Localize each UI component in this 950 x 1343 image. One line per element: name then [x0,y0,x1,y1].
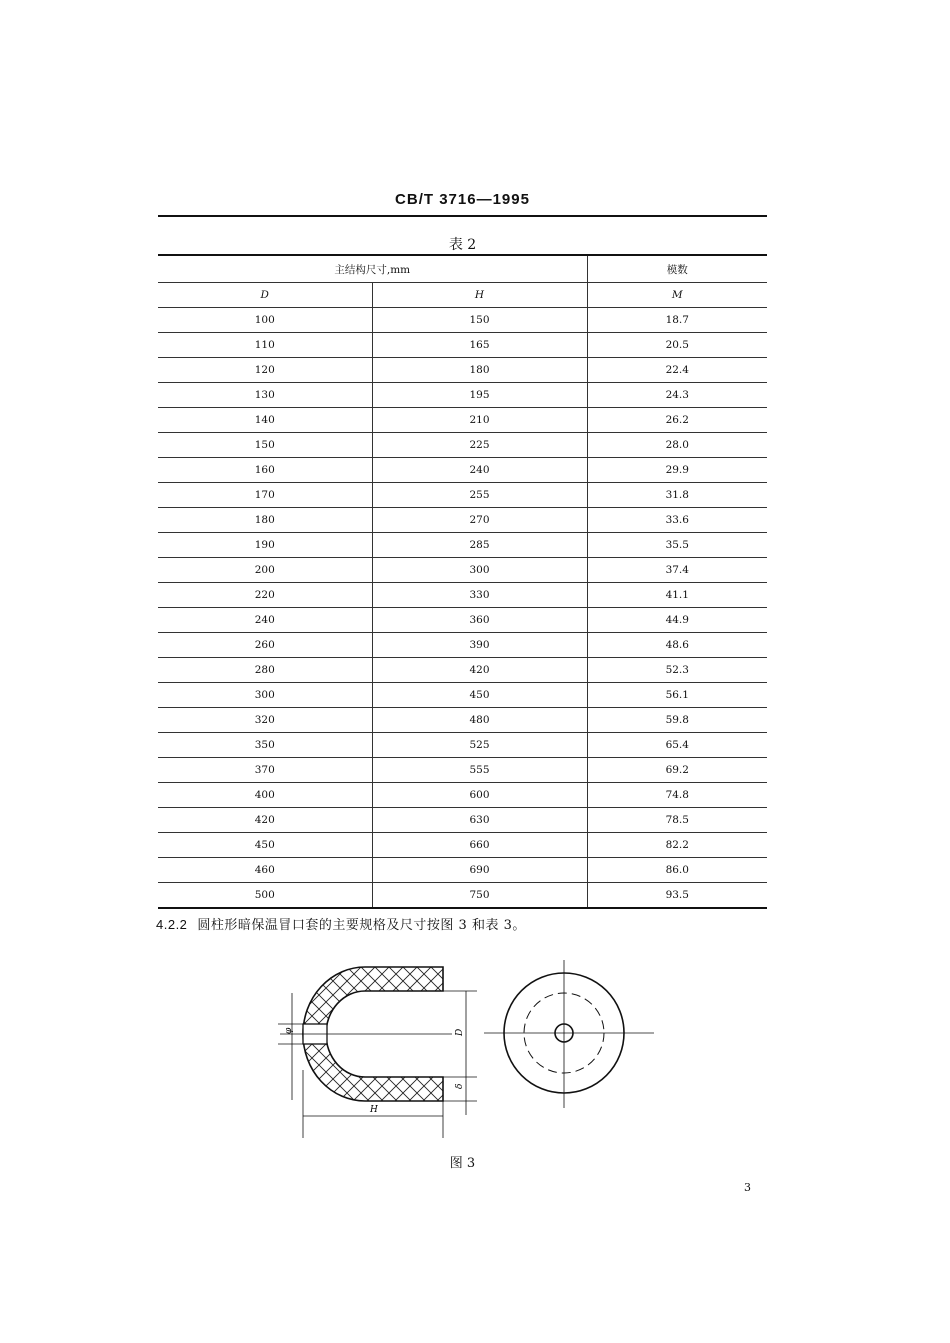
table-row [158,558,767,583]
table-row [158,783,767,808]
cell-h: 330 [372,583,587,608]
cell-m: 31.8 [587,483,767,508]
cell-d: 350 [158,733,372,758]
cell-d: 180 [158,508,372,533]
cell-m: 24.3 [587,383,767,408]
cell-d: 320 [158,708,372,733]
table-caption: 表 2 [448,237,477,253]
riser-sleeve-drawing [270,960,670,1150]
cell-h: 180 [372,358,587,383]
cell-h: 450 [372,683,587,708]
table-row [158,608,767,633]
cell-d: 170 [158,483,372,508]
cell-h: 600 [372,783,587,808]
cell-d: 450 [158,833,372,858]
cell-h: 270 [372,508,587,533]
cell-m: 82.2 [587,833,767,858]
cell-m: 41.1 [587,583,767,608]
table-row [158,658,767,683]
table-row [158,883,767,909]
cell-h: 255 [372,483,587,508]
cell-d: 300 [158,683,372,708]
cell-m: 56.1 [587,683,767,708]
cell-m: 86.0 [587,858,767,883]
cell-d: 190 [158,533,372,558]
cell-d: 160 [158,458,372,483]
label-d: D [455,1028,465,1036]
table-row [158,758,767,783]
cell-h: 300 [372,558,587,583]
table-row [158,458,767,483]
cell-m: 48.6 [587,633,767,658]
col-header-h: H [372,283,587,308]
col-header-d: D [158,283,372,308]
cell-h: 390 [372,633,587,658]
modulus-header: 模数 [587,255,767,283]
cell-h: 165 [372,333,587,358]
cell-h: 150 [372,308,587,333]
cell-h: 480 [372,708,587,733]
table-column-header-row [158,283,767,308]
cell-d: 140 [158,408,372,433]
header-rule [158,215,767,217]
table-row [158,808,767,833]
cell-d: 420 [158,808,372,833]
cell-h: 210 [372,408,587,433]
cell-h: 240 [372,458,587,483]
table-row [158,683,767,708]
table-row [158,383,767,408]
cell-m: 93.5 [587,883,767,909]
cell-h: 690 [372,858,587,883]
figure-3 [270,960,670,1154]
label-h: H [370,1105,378,1115]
cell-m: 22.4 [587,358,767,383]
cell-h: 195 [372,383,587,408]
spec-table [158,254,767,909]
cell-m: 52.3 [587,658,767,683]
table-row [158,583,767,608]
clause-text: 圆柱形暗保温冒口套的主要规格及尺寸按图 3 和表 3。 [197,918,526,933]
clause-4-2-2 [156,914,526,933]
cell-m: 74.8 [587,783,767,808]
cell-m: 18.7 [587,308,767,333]
cell-d: 240 [158,608,372,633]
table-row [158,708,767,733]
cell-m: 44.9 [587,608,767,633]
table-body [158,308,767,909]
table-row [158,508,767,533]
clause-number: 4.2.2 [156,917,188,932]
table-group-header-row [158,255,767,283]
cell-d: 370 [158,758,372,783]
cell-d: 260 [158,633,372,658]
cell-m: 37.4 [587,558,767,583]
cell-m: 20.5 [587,333,767,358]
cell-d: 200 [158,558,372,583]
cell-m: 59.8 [587,708,767,733]
cell-m: 29.9 [587,458,767,483]
cell-m: 33.6 [587,508,767,533]
cell-d: 460 [158,858,372,883]
table-row [158,358,767,383]
cell-m: 78.5 [587,808,767,833]
cell-h: 555 [372,758,587,783]
cell-d: 220 [158,583,372,608]
cell-d: 280 [158,658,372,683]
cell-d: 110 [158,333,372,358]
cell-d: 100 [158,308,372,333]
table-row [158,433,767,458]
dimension-group-header: 主结构尺寸,mm [158,255,587,283]
cell-h: 750 [372,883,587,909]
cell-m: 69.2 [587,758,767,783]
cell-h: 420 [372,658,587,683]
cell-h: 525 [372,733,587,758]
table-row [158,633,767,658]
cell-d: 400 [158,783,372,808]
table-row [158,833,767,858]
table-row [158,408,767,433]
cell-m: 65.4 [587,733,767,758]
table-row [158,733,767,758]
col-header-m: M [587,283,767,308]
table-row [158,483,767,508]
cell-d: 130 [158,383,372,408]
cell-m: 26.2 [587,408,767,433]
table-row [158,533,767,558]
cell-h: 630 [372,808,587,833]
cell-h: 225 [372,433,587,458]
standard-number: CB/T 3716—1995 [395,191,530,208]
cell-m: 35.5 [587,533,767,558]
page-number: 3 [744,1181,751,1194]
cell-m: 28.0 [587,433,767,458]
cell-h: 360 [372,608,587,633]
cell-d: 150 [158,433,372,458]
figure-caption: 图 3 [449,1156,476,1171]
cell-d: 120 [158,358,372,383]
label-delta: δ [455,1083,465,1089]
cell-h: 660 [372,833,587,858]
table-row [158,308,767,333]
label-phi: φ [284,1027,294,1034]
table-row [158,858,767,883]
end-view [484,960,654,1108]
cell-d: 500 [158,883,372,909]
cell-h: 285 [372,533,587,558]
table-row [158,333,767,358]
